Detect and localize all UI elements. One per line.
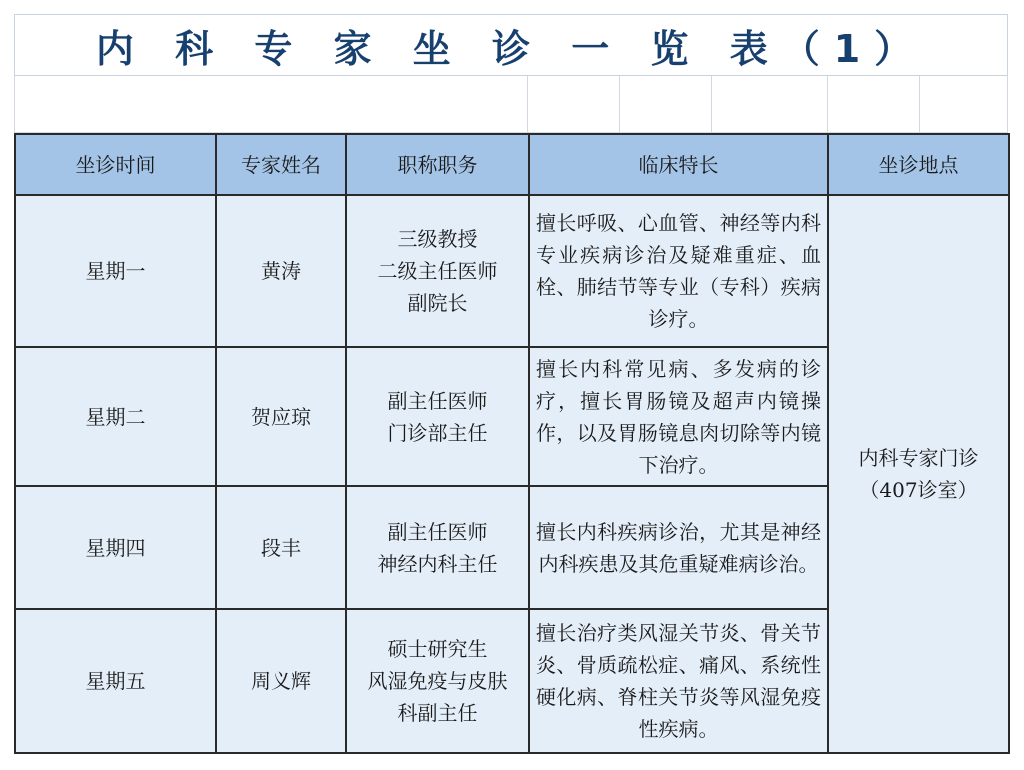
header-name: 专家姓名 bbox=[216, 134, 346, 195]
schedule-table bbox=[14, 133, 1010, 754]
day-cell: 星期五 bbox=[15, 609, 216, 753]
divider bbox=[527, 76, 528, 132]
title-line: 科副主任 bbox=[397, 701, 478, 725]
title-box bbox=[14, 14, 1008, 76]
title-line: 副主任医师 bbox=[387, 519, 488, 544]
title-line: 门诊部主任 bbox=[387, 420, 488, 445]
title-line: 神经内科主任 bbox=[377, 551, 498, 576]
location-cell bbox=[828, 195, 1009, 753]
name-cell: 黄涛 bbox=[216, 195, 346, 347]
divider bbox=[919, 76, 920, 132]
title-line: 风湿免疫与皮肤 bbox=[367, 669, 508, 693]
page-title: 内 科 专 家 坐 诊 一 览 表（1） bbox=[95, 26, 927, 71]
day-cell: 星期四 bbox=[15, 486, 216, 609]
header-title: 职称职务 bbox=[346, 134, 529, 195]
name-cell: 周义辉 bbox=[216, 609, 346, 753]
title-cell bbox=[346, 195, 529, 347]
title-line: 副主任医师 bbox=[387, 388, 488, 413]
title-cell bbox=[346, 486, 529, 609]
title-line: 硕士研究生 bbox=[387, 637, 488, 661]
title-line: 三级教授 bbox=[397, 227, 478, 251]
name-cell: 段丰 bbox=[216, 486, 346, 609]
divider bbox=[619, 76, 620, 132]
title-line: 副院长 bbox=[407, 291, 468, 315]
specialty-cell: 擅长呼吸、心血管、神经等内科专业疾病诊治及疑难重症、血栓、肺结节等专业（专科）疾病诊疗。 bbox=[529, 195, 828, 347]
location-line: （407诊室） bbox=[859, 478, 978, 502]
specialty-cell: 擅长内科疾病诊治，尤其是神经内科疾患及其危重疑难病诊治。 bbox=[529, 486, 828, 609]
header-time: 坐诊时间 bbox=[15, 134, 216, 195]
divider bbox=[827, 76, 828, 132]
table-row bbox=[15, 195, 1009, 347]
specialty-cell: 擅长内科常见病、多发病的诊疗，擅长胃肠镜及超声内镜操作，以及胃肠镜息肉切除等内镜下治疗。 bbox=[529, 347, 828, 486]
blank-row bbox=[14, 76, 1008, 133]
header-specialty: 临床特长 bbox=[529, 134, 828, 195]
header-row bbox=[15, 134, 1009, 195]
name-cell: 贺应琼 bbox=[216, 347, 346, 486]
day-cell: 星期一 bbox=[15, 195, 216, 347]
title-cell bbox=[346, 347, 529, 486]
divider bbox=[711, 76, 712, 132]
specialty-cell: 擅长治疗类风湿关节炎、骨关节炎、骨质疏松症、痛风、系统性硬化病、脊柱关节炎等风湿免疫性疾病。 bbox=[529, 609, 828, 753]
title-line: 二级主任医师 bbox=[377, 259, 498, 283]
title-cell bbox=[346, 609, 529, 753]
header-location: 坐诊地点 bbox=[828, 134, 1009, 195]
day-cell: 星期二 bbox=[15, 347, 216, 486]
location-line: 内科专家门诊 bbox=[858, 446, 979, 470]
